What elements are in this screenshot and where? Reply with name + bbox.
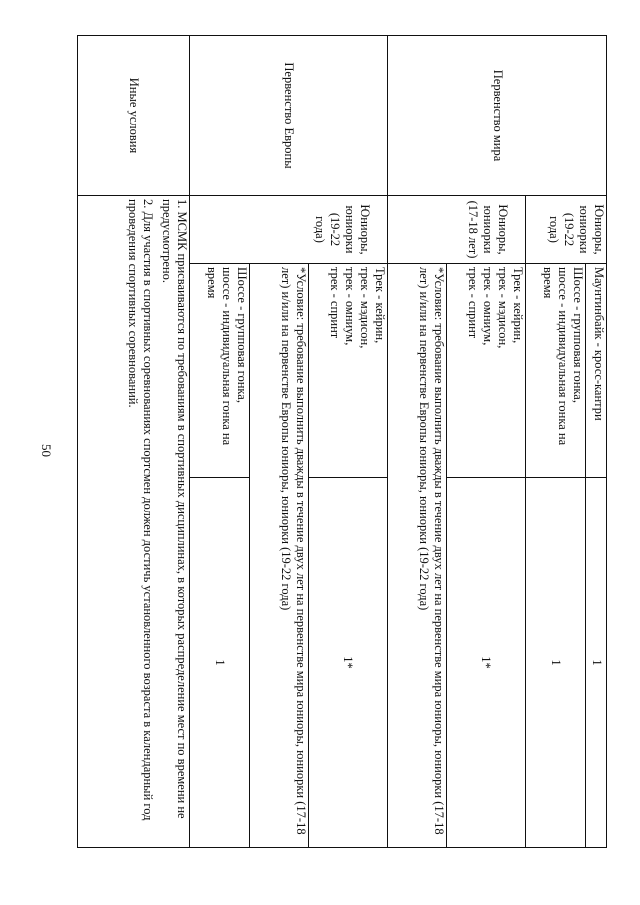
list-item: 1. МСМК присваиваются по требованиям в спортивных дисциплинах, в которых распределение мест по времени не предусмотрено. — [160, 199, 190, 819]
rotated-sheet — [70, 10, 630, 855]
page-number: 50 — [39, 444, 54, 457]
world-track-note: *Условие: требование выполнить дважды в течение двух лет на первенстве мира юниоры, юниорки (17-18 лет) и/или на первенстве Европы юниоры, юниорки (19-22 года) — [388, 264, 447, 848]
discipline-line: Шоссе - групповая гонка, — [235, 267, 250, 403]
world-mtb-discipline: Маунтинбайк - кросс-кантри — [586, 264, 607, 478]
world-track-places: 1* — [446, 478, 525, 848]
discipline-line: Трек - кейрин, — [511, 267, 526, 344]
europe-junior-age — [190, 196, 388, 264]
discipline-line: шоссе - индивидуальная гонка на — [220, 267, 235, 446]
list-item: 2. Для участия в спортивных соревнованиях спортсмен должен достичь установленного возраста в календарный год проведения спортивных соревнований. — [126, 199, 156, 821]
europe-road-places: 1 — [190, 478, 250, 848]
world-road-discipline — [526, 264, 586, 478]
conditions-list — [125, 199, 189, 844]
age-line: (19-22 года) — [313, 212, 343, 247]
age-line: юниорки — [577, 205, 591, 254]
discipline-line: трек - спринт — [466, 267, 481, 339]
world-youth-age — [388, 196, 526, 264]
discipline-line: время — [205, 267, 220, 299]
other-conditions-label: Иные условия — [78, 36, 190, 196]
age-line: юниорки — [481, 205, 496, 254]
world-championship-label: Первенство мира — [388, 36, 607, 196]
other-conditions-text — [78, 196, 190, 848]
world-junior-age — [526, 196, 607, 264]
table-row — [308, 36, 387, 848]
age-line: юниорки — [343, 205, 358, 254]
discipline-line: трек - омниум, — [481, 267, 496, 346]
discipline-line: трек - омниум, — [343, 267, 358, 346]
age-line: Юниоры, — [496, 204, 511, 255]
europe-track-discipline — [308, 264, 387, 478]
world-track-discipline — [446, 264, 525, 478]
europe-track-places: 1* — [308, 478, 387, 848]
europe-road-discipline — [190, 264, 250, 478]
table-row — [78, 36, 190, 848]
world-mtb-places: 1 — [586, 478, 607, 848]
age-line: Юниоры, — [358, 204, 373, 255]
discipline-line: время — [541, 267, 556, 299]
rank-requirements-table — [77, 35, 607, 848]
age-line: (19-22 года) — [547, 212, 576, 247]
discipline-line: Трек - кейрин, — [373, 267, 388, 344]
discipline-line: трек - мэдисон, — [358, 267, 373, 349]
discipline-line: трек - спринт — [328, 267, 343, 339]
europe-championship-label: Первенство Европы — [190, 36, 388, 196]
age-line: Юниоры, — [592, 204, 606, 255]
age-line: (17-18 лет) — [466, 200, 481, 259]
europe-track-note: *Условие: требование выполнить дважды в течение двух лет на первенстве мира юниоры, юниорки (17-18 лет) и/или на первенстве Европы юниоры, юниорки (19-22 года) — [250, 264, 309, 848]
discipline-line: шоссе - индивидуальная гонка на — [556, 267, 571, 446]
world-road-places: 1 — [526, 478, 586, 848]
discipline-line: трек - мэдисон, — [496, 267, 511, 349]
discipline-line: Шоссе - групповая гонка, — [571, 267, 586, 403]
table-row — [586, 36, 607, 848]
